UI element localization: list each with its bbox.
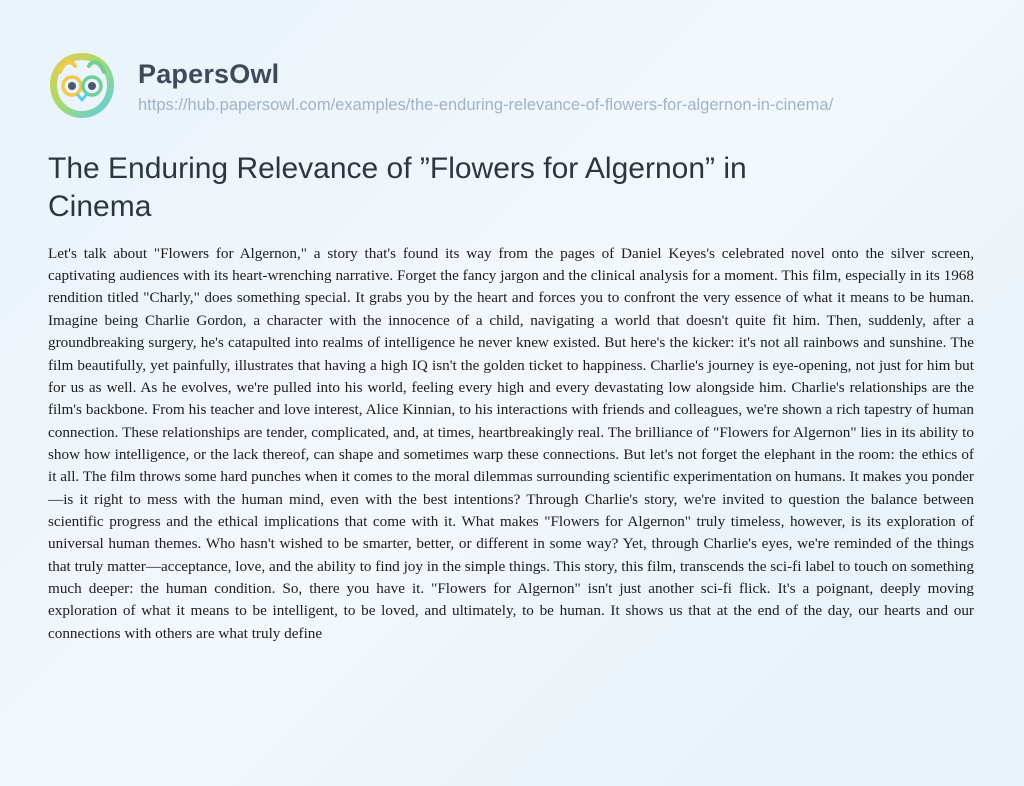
article-body: Let's talk about "Flowers for Algernon," a story that's found its way from the pages of Daniel Keyes's celebrated novel onto the silver screen, captivating audiences with its heart-wrenching narrative. Forget the fancy jargon and the clinical analysis for a moment. This film, especially in its 1968 rendition titled "Charly," does something special. It grabs you by the heart and forces you to confront the very essence of what it means to be human. Imagine being Charlie Gordon, a character with the innocence of a child, navigating a world that doesn't quite fit him. Then, suddenly, after a groundbreaking surgery, he's catapulted into realms of intelligence he never knew existed. But here's the kicker: it's not all rainbows and sunshine. The film beautifully, yet painfully, illustrates that having a high IQ isn't the golden ticket to happiness. Charlie's journey is eye-opening, not just for him but for us as well. As he evolves, we're pulled into his world, feeling every high and every devastating low alongside him. Charlie's relationships are the film's backbone. From his teacher and love interest, Alice Kinnian, to his interactions with friends and colleagues, we're shown a rich tapestry of human connection. These relationships are tender, complicated, and, at times, heartbreakingly real. The brilliance of "Flowers for Algernon" lies in its ability to show how intelligence, or the lack thereof, can shape and sometimes warp these connections. But let's not forget the elephant in the room: the ethics of it all. The film throws some hard punches when it comes to the moral dilemmas surrounding scientific experimentation on humans. It makes you ponder—is it right to mess with the human mind, even with the best intentions? Through Charlie's story, we're invited to question the balance between scientific progress and the ethical implications that come with it. What makes "Flowers for Algernon" truly timeless, however, is its exploration of universal human themes. Who hasn't wished to be smarter, better, or different in some way? Yet, through Charlie's eyes, we're reminded of the things that truly matter—acceptance, love, and the ability to find joy in the simple things. This story, this film, transcends the sci-fi label to touch on something much deeper: the human condition. So, there you have it. "Flowers for Algernon" isn't just another sci-fi flick. It's a poignant, deeply moving exploration of what it means to be intelligent, to be loved, and ultimately, to be human. It shows us that at the end of the day, our hearts and our connections with others are what truly define <box>48 244 974 642</box>
owl-logo-icon[interactable] <box>44 48 120 124</box>
source-url[interactable]: https://hub.papersowl.com/examples/the-enduring-relevance-of-flowers-for-algernon-in-cinema/ <box>138 95 834 114</box>
brand-block <box>138 46 833 116</box>
page-title: The Enduring Relevance of ”Flowers for Algernon” in Cinema <box>48 152 747 224</box>
site-header <box>44 46 980 124</box>
brand-name: PapersOwl <box>138 59 280 89</box>
